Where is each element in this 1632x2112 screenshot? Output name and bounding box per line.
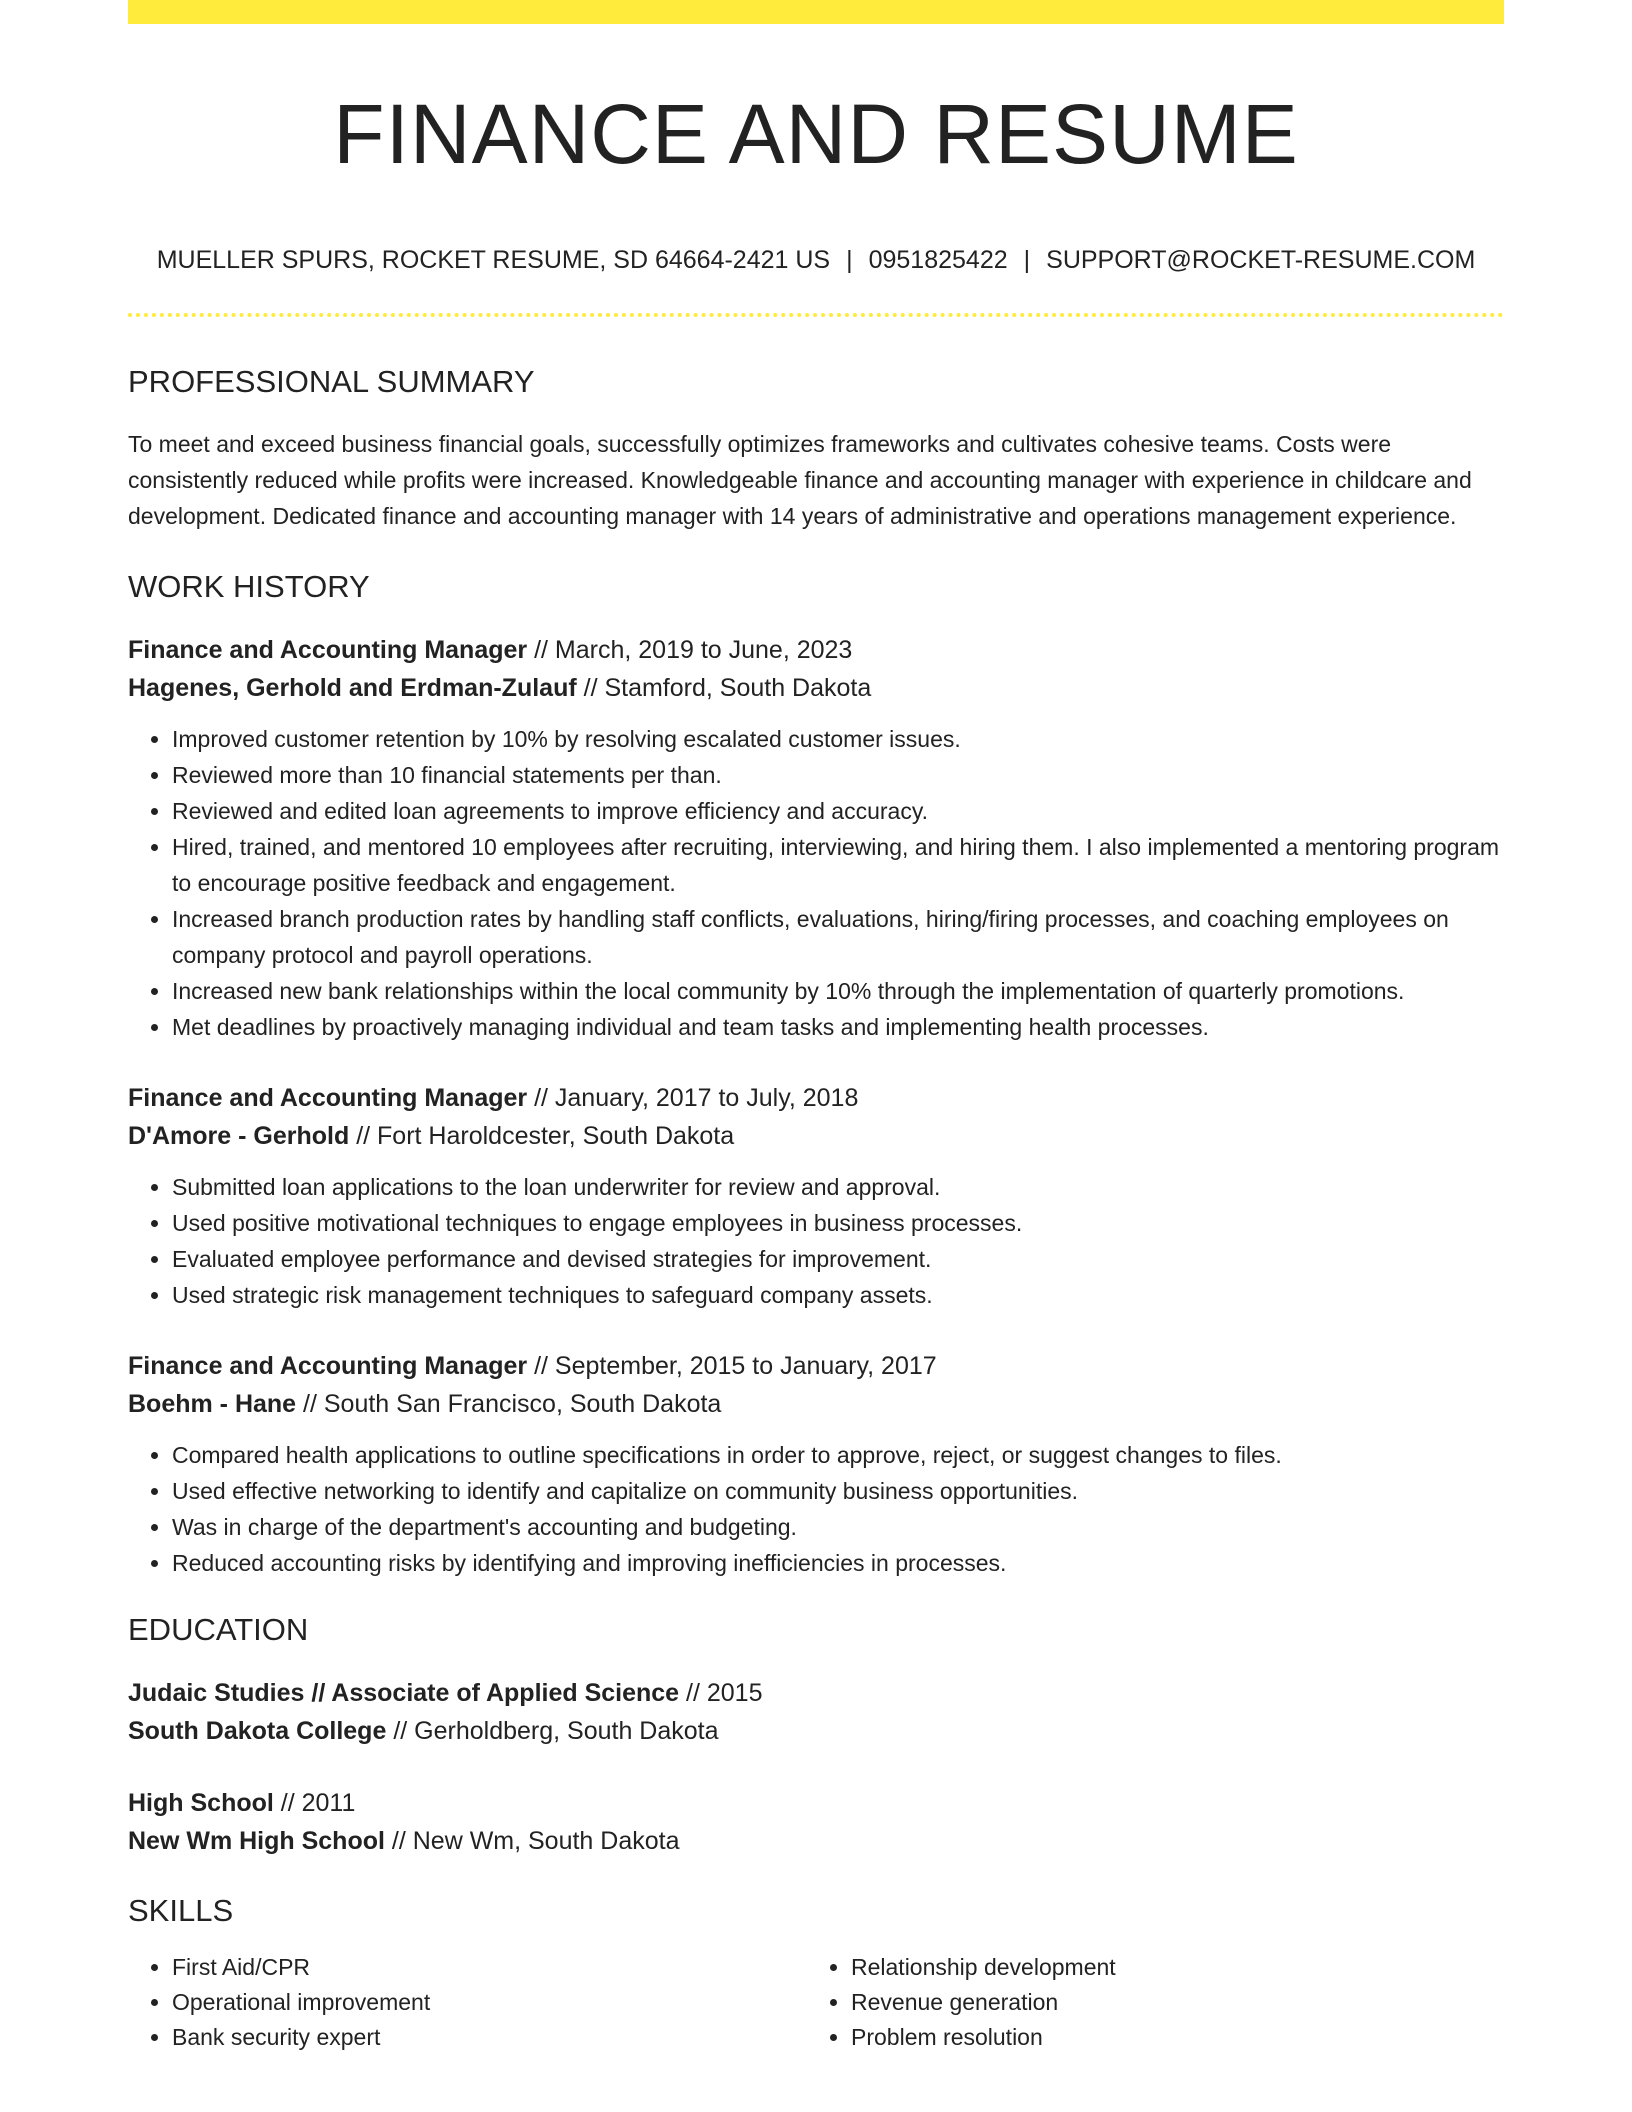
job-title-line <box>128 631 1504 669</box>
list-item: • Used effective networking to identify and capitalize on community business opportunities. <box>172 1473 1504 1509</box>
job-company-line <box>128 669 1504 707</box>
job-dates: // March, 2019 to June, 2023 <box>527 636 853 665</box>
job-title-line <box>128 1347 1504 1385</box>
contact-separator: | <box>846 245 853 274</box>
job-entry <box>128 631 1504 1045</box>
job-title-line <box>128 1079 1504 1117</box>
job-role: Finance and Accounting Manager <box>128 636 528 665</box>
list-item: • First Aid/CPR <box>172 1950 807 1985</box>
education-location: // New Wm, South Dakota <box>384 1827 680 1856</box>
job-dates: // January, 2017 to July, 2018 <box>527 1084 859 1113</box>
list-item: • Operational improvement <box>172 1985 807 2020</box>
header-divider <box>128 313 1504 317</box>
summary-heading: PROFESSIONAL SUMMARY <box>128 363 535 399</box>
job-entry <box>128 1079 1504 1313</box>
education-school-line <box>128 1712 1504 1750</box>
job-location: // Stamford, South Dakota <box>576 674 872 703</box>
job-company-line <box>128 1117 1504 1155</box>
list-item: • Met deadlines by proactively managing individual and team tasks and implementing health processes. <box>172 1009 1504 1045</box>
job-company-line <box>128 1385 1504 1423</box>
work-history-heading: WORK HISTORY <box>128 568 370 604</box>
list-item: • Submitted loan applications to the loan underwriter for review and approval. <box>172 1169 1504 1205</box>
list-item: • Reduced accounting risks by identifying and improving inefficiencies in processes. <box>172 1545 1504 1581</box>
list-item: • Used strategic risk management techniques to safeguard company assets. <box>172 1277 1504 1313</box>
education-year: // 2015 <box>679 1679 763 1708</box>
contact-address: MUELLER SPURS, ROCKET RESUME, SD 64664-2421 US <box>156 245 831 274</box>
skills-list <box>128 1950 1504 2055</box>
summary-text: To meet and exceed business financial goals, successfully optimizes frameworks and cultivates cohesive teams. Costs were consistently reduced while profits were increased. Knowledgeable finance and accounting manager with experience in childcare and development. Dedicated finance and accounting manager with 14 years of administrative and operations management experience. <box>128 430 1472 529</box>
job-role: Finance and Accounting Manager <box>128 1084 528 1113</box>
job-bullets <box>128 1437 1504 1581</box>
list-item: • Was in charge of the department's accounting and budgeting. <box>172 1509 1504 1545</box>
list-item: • Bank security expert <box>172 2020 807 2055</box>
list-item: • Used positive motivational techniques to engage employees in business processes. <box>172 1205 1504 1241</box>
skills-column-left <box>128 1950 807 2055</box>
education-entry <box>128 1784 1504 1860</box>
job-company: D'Amore - Gerhold <box>128 1122 350 1151</box>
education-degree: Judaic Studies // Associate of Applied Science <box>128 1679 680 1708</box>
skills-heading: SKILLS <box>128 1893 234 1929</box>
contact-line <box>128 245 1504 275</box>
education-school: New Wm High School <box>128 1827 385 1856</box>
list-item: • Increased new bank relationships within the local community by 10% through the implementation of quarterly promotions. <box>172 973 1504 1009</box>
job-dates: // September, 2015 to January, 2017 <box>527 1352 937 1381</box>
list-item: • Relationship development <box>851 1950 1486 1985</box>
education-year: // 2011 <box>273 1789 356 1818</box>
job-company: Hagenes, Gerhold and Erdman-Zulauf <box>128 674 577 703</box>
resume-page <box>128 0 1504 2055</box>
contact-separator: | <box>1023 245 1031 274</box>
education-degree: High School <box>128 1789 274 1818</box>
list-item: • Increased branch production rates by handling staff conflicts, evaluations, hiring/firing processes, and coaching employees on company protocol and payroll operations. <box>172 901 1504 973</box>
accent-bar <box>128 0 1504 24</box>
education-school-line <box>128 1822 1504 1860</box>
education-degree-line <box>128 1784 1504 1822</box>
list-item: • Compared health applications to outline specifications in order to approve, reject, or suggest changes to files. <box>172 1437 1504 1473</box>
job-location: // Fort Haroldcester, South Dakota <box>349 1122 735 1151</box>
list-item: • Improved customer retention by 10% by resolving escalated customer issues. <box>172 721 1504 757</box>
job-bullets <box>128 721 1504 1045</box>
job-company: Boehm - Hane <box>128 1390 297 1419</box>
list-item: • Problem resolution <box>851 2020 1486 2055</box>
education-degree-line <box>128 1674 1504 1712</box>
list-item: • Hired, trained, and mentored 10 employees after recruiting, interviewing, and hiring them. I also implemented a mentoring program to encourage positive feedback and engagement. <box>172 829 1504 901</box>
list-item: • Reviewed and edited loan agreements to improve efficiency and accuracy. <box>172 793 1504 829</box>
job-location: // South San Francisco, South Dakota <box>296 1390 722 1419</box>
education-location: // Gerholdberg, South Dakota <box>386 1717 719 1746</box>
list-item: • Reviewed more than 10 financial statements per than. <box>172 757 1504 793</box>
list-item: • Evaluated employee performance and devised strategies for improvement. <box>172 1241 1504 1277</box>
skills-column-right <box>807 1950 1486 2055</box>
education-school: South Dakota College <box>128 1717 387 1746</box>
list-item: • Revenue generation <box>851 1985 1486 2020</box>
education-heading: EDUCATION <box>128 1612 309 1648</box>
education-entry <box>128 1674 1504 1750</box>
job-entry <box>128 1347 1504 1581</box>
contact-phone: 0951825422 <box>868 245 1008 274</box>
resume-name: FINANCE AND RESUME <box>333 87 1299 181</box>
contact-email: SUPPORT@ROCKET-RESUME.COM <box>1046 245 1476 274</box>
job-bullets <box>128 1169 1504 1313</box>
job-role: Finance and Accounting Manager <box>128 1352 528 1381</box>
